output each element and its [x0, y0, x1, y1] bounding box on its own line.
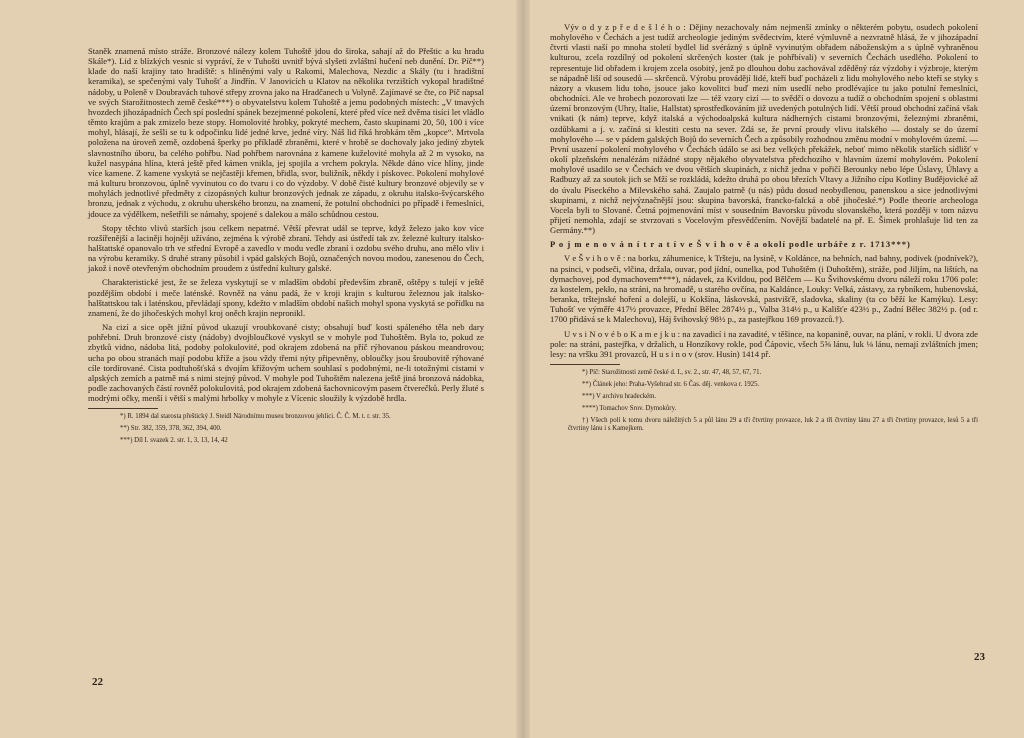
paragraph: Stopy těchto vlivů starších jsou celkem nepatrné. Větší převrat udál se teprve, když železo jako kov více rozšířenější a laciněji hojněji užíváno, zejména k výrobě zbraní. Tehdy asi ústředí tak zv. železné kultury italsko-halštattské opanovalo trh ve střední Evropě a zavedlo v modu vedle zbraní i ozdobu svého druhu, ano mělo vliv i na výrobu keramiky. S druhé strany působil i vpád galských Bojů, označených novou modou, zanesenou do Čech, jakož i nově otevřeným obchodním proudem z ústřední kultury galské. — [88, 222, 484, 274]
footnote: ***) Díl I. svazek 2. str. 1, 3, 13, 14, 42 — [120, 437, 228, 445]
paragraph: Charakteristické jest, že se železa vyskytují se v mladším období především zbraně, oštěpy s tulejí v ještě pozdějším období i meče laténské. Rovněž na vánu padá, že v kroji krajin s kulturou železnou jak italsko-halštattskou tak i laténskou, převládají spony, kdežto v mladším období našich mohyl spona vyskytá se pořídku na znamení, že do jihočeských mohyl kroj oněch krajin nepronikl. — [88, 277, 484, 318]
paragraph: Výv o d y z p ř e d e š l é h o : Dějiny nezachovaly nám nejmenší zmínky o některém pobytu, osudech pokolení mohylového v Čechách a jest tudíž archeologie jediným svědectvím, které výmluvně a nezvratně hlásá, že v jihozápadní čtvrti vlasti naší po mnoha století bydlel lid svérázný s úplně vyvinutým obřadem náboženským a s úplně vyhraněnou kulturou, zcela rozdílný od pokolení skrčených koster (tak je pohřbívali) v severních Čechách usedlého. Pokolení to representuje lid obřadem i krojem zcela osobitý, jenž po dlouhou dobu zachovával zděděný ráz výzdoby i výzbroje, kterým se nápadně liší od sousedů — skrčenců. Výrobu provádějí lidé, kteří buď pocházeli z lidu mohylového nebo kteří se styky s názory a vkusem lidu toho, jsouce jako kovolitci buď mezi ním usedlí nebo prodlévajíce tu jako potulní řemeslníci, obchodníci. Ale ve hrobech pozorovati lze — též vzory cizí — to svědčí o dovozu a tudíž o obchodním spojení s oblastmi území bronzovým (Uhry, Italie, Hallstat) sprostředkováním již uvedených potulných lidí. Větší proud obchodní začíná však vnikati (k nám) teprve, když italská a východoalpská kultura nádherných cistami bronzovými, železnými zbraněmi, ozdůbkami a j. v. začíná si klestiti cestu na sever. Zdá se, že první proudy vlivu italského — dostaly se do území mohylového — se v pádem galských Bojů do severních Čech a způsobily rozhodnou změnu modní v mohylovém území. — První usazení pokolení mohylového v Čechách údálo se asi bez velkých překážek, neboť mimo několik starších sídlišť v okolí plzeňském nenalézám nižádné stopy nějakého obyvatelstva předchozího v hlavním území mohylovém. Pokolení mohylové usadilo se v Čechách ve dvou větších skupinách, z nichž jedna v pořičí Berounky nebo lépe Úslavy, Úhlavy a Radbuzy až za soutok jich se Mží se rozkládá, kdežto druhá po obou březích Vltavy a Jižního cípu Kotliny Budějovické až do úvalu Píseckého a Milevského sahá. Zaujalo patrně (u nás) půdu dosud neobydlenou, panenskou a sice jednotlivými skupinami, z nichž nejvýznačnější jsou: skupina bavorská, francko-falcká a obě jihočeské.*) Podle theorie archeologa Vocela byli to Slované. Četná pojmenování míst v sousedním Bavorsku původu slovanského, která později v tom názvu přijetí nemohla, zdají se stvrzovati s Vocelovým přesvědčením. Novější badatelé na př. E. Šimek prohlašuje lid ten za Germány.**) — [550, 22, 978, 236]
footnote: **) Článek jeho: Praha-Vyšehrad str. 6 Čas. děj. venkova r. 1925. — [582, 381, 760, 388]
page-number: 23 — [974, 651, 985, 663]
paragraph: U v s i N o v é b o K a m e j k u : na zavadicí i na zavadité, v těšince, na kopanině, ouvar, na plání, v rokli. U dvora zde pole: na stráni, pastejřka, v držalích, u Honzíkovy rokle, pod Čápovic, všech 5⅝ lánu, luk ⅛ lánu, nemají zvláštních jmen; lesy: na vršku 391 provazců, H u s i n o v (srov. Husín) 1414 př. — [550, 328, 978, 359]
footnote-separator — [550, 364, 620, 365]
footnote: ***) V archivu hradeckém. — [582, 393, 657, 400]
section-heading: P o j m e n o v á n í t r a t í v e Š v i h o v ě a okolí podle urbáře z r. 1713***) — [550, 239, 911, 250]
paragraph: Staněk znamená místo stráže. Bronzové nálezy kolem Tuhoště jdou do široka, sahají až do Přeštic a ku hradu Skále*). Lid z blízkých vesnic si vypráví, že v Tuhošti uvnitř bývá slyšeti zvláštní hučení neb dunění. Dr. Píč**) klade do naší krajiny tato hradiště: s hliněnými valy u Rakomi, Malechova, Nezdic a Skály (tu i hradištní keramika), se spečenými valy Tuhošť a Jindřín. V Janovicích u Klatov na několika tvrzištích vykopal hradištné nádoby, u Poleně v Doubravách tuhové střepy zrovna jako na Hradčanech u Volyně. Zajímavé se čte, co Píč napsal ve svých Starožitnostech země české***) o obyvatelstvu kolem Tuhoště a jemu podobných místech: „V tmavých hvozdech jihozápadních Čech spí poslední spánek bezejmenné pokolení, které před více než dvěma tisíci let vládlo těmto krajům a pak zmizelo beze stopy. Homolovité hrobky, pokryté mechem, často skupinami 20, 50, 100 i více mohyl, hlásají, že sešli se tu k odpočinku lidé jedné krve, jedné víry. Náš lid říká hrobkám těm „kopce“. Mrtvola položena na úroveň země, ozdobená šperky po příkladě zbraněmi, které v hrobě se dochovaly jako jediný zbytek slavnostního úboru, ba celého pohřbu. Nad pohřbem narovnána z kamene kuželovité mohyla až 2 m vysoko, na kužel nasypána hlína, která ještě před kámen vnikla, jej spojila a vrchem pokryla. Někde dáno více hlíny, jinde více kamene. Z kamene vyskytá se nejčastěji křemen, břidla, svor, buližník, někdy i pískovec. Pokolení mohylové má kulturu bronzovou, úplně vyvinutou co do tvaru i co do výzdoby. V době čisté kultury bronzové objevily se v mohylách jednotlivé předměty z cizopásných kultur bronzových jednak ze západu, z okruhu italsko-švýcarského bronzu, jednak z východu, z okruhu uherského bronzu, na znamení, že potulní obchodníci po případě i řemeslníci, jdouce za výdělkem, nešetřili se námahy, spojené s dalekou a málo schůdnou cestou. — [88, 46, 484, 219]
footnote: *) Píč: Starožitnosti země české d. I., sv. 2., str. 47, 48, 57, 67, 71. — [582, 369, 762, 376]
right-text-column — [550, 22, 978, 437]
footnote: ****) Tomachov Srov. Dymokůry. — [582, 405, 677, 412]
paragraph: V e Š v i h o v ě : na borku, záhumenice, k Tršteju, na lysině, v Koldánce, na behních, nad bahny, podivek (podnívek?), na psinci, v podseči, vlčina, držala, ouvar, pod jídní, ounelka, pod Tuhoštěm (i Duhoštěm), stráže, pod Jiljím, na lištích, na dymachovej, pod dymachovem****), nádavek, za Kvildou, pod Bělčem — Ku Švihovskému dvoru náleží roku 1706 pole: za kostelem, pekło, na stráni, na hromadě, u starého ovčína, na Kaldánce, Louky: Velká, zástavy, za rybníkem, hubenovská, beranka, trštejnské hoření a dolejší, u Kokšína, láskovská, pastvišťě, sladovka, skaliny (ta co běží ke Kamýku). Lesy: Tuhošť ve výměře 417½ provazce, Přední Bělec 2874½ p., Valba 314½ p., u Kališťe 423½ p., Zadní Bělec 382½ p. (od r. 1700 přidává se k Malechovu), Háj švihovský 98½ p., za pastejřkou 169 provazců.†). — [550, 253, 978, 325]
right-page — [522, 0, 1024, 738]
footnote: †) Všech polí k tomu dvoru náležitých 5 a půl lánu 29 a tři čtvrtiny provazce, luk 2 a tři čtvrtiny lánu 27 a tři čtvrtiny provazce, lesů 5 a tři čtvrtiny lánu i s Kamejkem. — [568, 417, 978, 432]
book-gutter — [516, 0, 530, 738]
paragraph: Na cizí a sice opět jižní původ ukazují vroubkované cisty; obsahují buď kosti spáleného těla neb dary pohřební. Druh bronzové cisty (nádoby) dvojbloučkové vyskytl se v mohyle pod Tuhoštěm. Byla to, pokud ze zbytků vidno, nádoba litá, podoby polokulovité, pod okrajem zdobená na příč rýhovanou páskou meandrovou; ucha po obou stranách mají podobu kříže a jsou vždy třemi nýty připevněny, obloučky jsou šroubovitě rýhované cíle tordírované. Cista podtuhošťská s dvojím křížovým uchem souhlasí s podobnými, ne-li totožnými cistami v alpských zemích a patrně má s nimi stejný původ. V mohyle pod Tuhoštěm nalezena ještě jiná bronzová nádobka, podle zachovaných částí rovněž polokulovitá, pod okrajem zdobená šachovnicovým pasem čtverečků. Perly žluté s modrými očky, menší i větší s malými hrbolky v mohyle z Vícenic sloužily k výzdobě hrdla. — [88, 322, 484, 404]
footnote-separator — [88, 408, 158, 409]
left-text-column — [88, 46, 484, 449]
footnote: *) R. 1894 dal starosta přeštický J. Steidl Národnímu museu bronzovou jehlici. Č. Č. M. t. r. str. 35. — [120, 413, 391, 421]
page-number: 22 — [92, 676, 103, 688]
footnote: **) Str. 382, 359, 378, 362, 394, 400. — [120, 425, 222, 433]
